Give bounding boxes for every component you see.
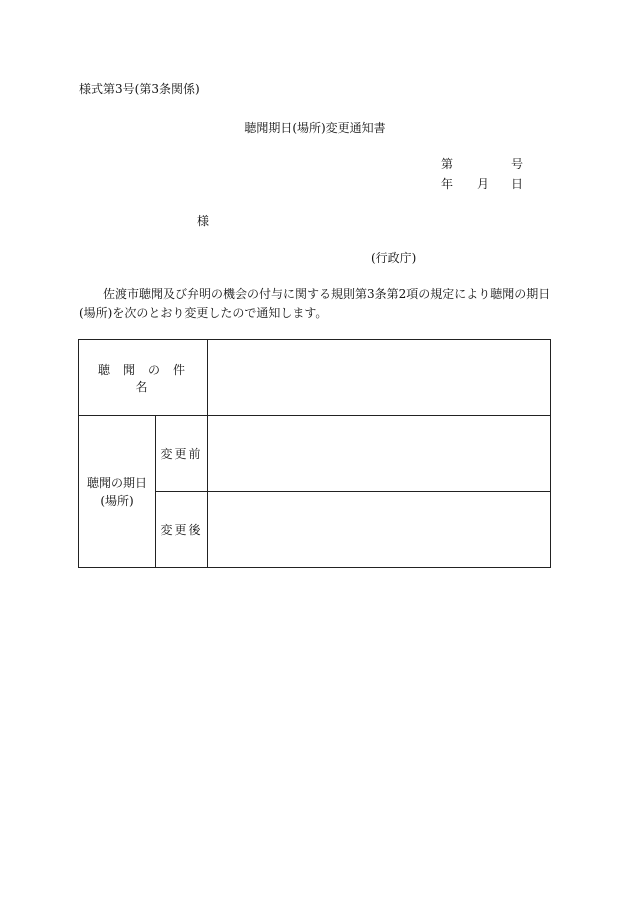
date-year-label: 年 <box>441 177 454 191</box>
body-text: 佐渡市聴聞及び弁明の機会の付与に関する規則第3条第2項の規定により聴聞の期日(場所)を次のとおり変更したので通知します。 <box>79 287 551 320</box>
issue-number-label: 第 <box>441 157 454 171</box>
table-row-before <box>79 416 551 492</box>
notice-table <box>78 339 551 568</box>
period-label: 聴聞の期日 <box>86 475 147 490</box>
addressee-honorific: 様 <box>197 214 210 228</box>
period-label-cell <box>79 416 156 568</box>
subject-label: 聴聞の件名 <box>79 340 208 416</box>
after-change-value-cell <box>208 492 551 568</box>
subject-value-cell <box>208 340 551 416</box>
before-change-label: 変更前 <box>156 416 208 492</box>
issue-number-suffix: 号 <box>511 157 524 171</box>
document-title: 聴聞期日(場所)変更通知書 <box>244 121 386 135</box>
date-day-label: 日 <box>511 177 524 191</box>
form-number: 様式第3号(第3条関係) <box>79 82 200 96</box>
table-row-subject <box>79 340 551 416</box>
date-month-label: 月 <box>477 177 490 191</box>
before-change-value-cell <box>208 416 551 492</box>
issuer-label: (行政庁) <box>371 251 417 265</box>
location-label: (場所) <box>100 493 134 508</box>
after-change-label: 変更後 <box>156 492 208 568</box>
